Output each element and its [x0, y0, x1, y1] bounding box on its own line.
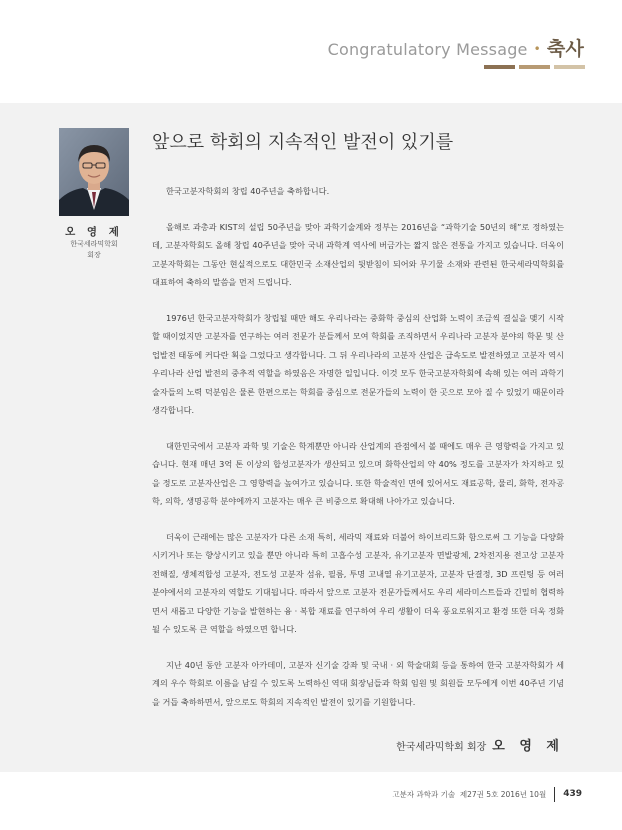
article-title: 앞으로 학회의 지속적인 발전이 있기를 [152, 132, 454, 153]
header-bar [484, 65, 515, 69]
article-paragraph: 대한민국에서 고분자 과학 및 기술은 학계뿐만 아니라 산업계의 관점에서 볼 때에도 매우 큰 영향력을 가지고 있습니다. 현재 매년 3억 톤 이상의 합성고분자가 생산되고 있으며 화학산업의 약 40% 정도를 고분자가 차지하고 있을 정도로 고분자산업은 그 영향력을 높여가고 있습니다. 또한 학술적인 면에 있어서도 재료공학, 물리, 화학, 전자공학, 의학, 생명공학 분야에까지 고분자는 매우 큰 비중으로 확대해 나아가고 있습니다. [152, 440, 564, 506]
signature-org-title: 한국세라믹학회 회장 [396, 742, 487, 753]
signature-name: 오 영 제 [492, 739, 564, 754]
article-paragraph: 더욱이 근래에는 많은 고분자가 다른 소재 특히, 세라믹 재료와 더불어 하이브리드화 함으로써 그 기능을 다양화 시키거나 또는 향상시키고 있을 뿐만 아니라 특히 고흡수성 고분자, 유기고분자 면발광체, 2차전지용 전고상 고분자 전해질, 생체적합성 고분자, 전도성 고분자 섬유, 필름, 투명 고내열 유기고분자, 고분자 단결정, 3D 프린팅 등 여러 분야에서의 고분자의 역할도 기대됩니다. 따라서 앞으로 고분자 전문가들께서도 우리 세라미스트들과 긴밀히 협력하면서 새롭고 다양한 기능을 발현하는 융 · 복합 재료를 연구하여 우리 생활이 더욱 풍요로워지고 환경 또한 더욱 정화 될 수 있도록 큰 역할을 하였으면 합니다. [152, 531, 564, 634]
article-body [152, 182, 564, 728]
header-decoration-bars [484, 65, 585, 69]
header-bar [554, 65, 585, 69]
author-affiliation [52, 239, 136, 261]
author-photo [59, 128, 129, 216]
footer-journal: 고분자 과학과 기술 [392, 789, 456, 799]
article-paragraph: 1976년 한국고분자학회가 창립될 때만 해도 우리나라는 중화학 중심의 산업화 노력이 조금씩 결실을 맺기 시작할 때이었지만 고분자를 연구하는 여러 전문가 분들께서 모여 학회를 조직하면서 우리나라 고분자 분야의 학문 및 산업발전 태동에 커다란 획을 그었다고 생각합니다. 그 뒤 우리나라의 고분자 산업은 급속도로 발전하였고 고분자 역시 우리나라 산업 발전의 중추적 역할을 하였음은 자명한 일입니다. 이것 모두 한국고분자학회에 속해 있는 여러 과학기술자들의 노력 덕분임은 물론 한편으로는 학회를 중심으로 전문가들의 노력이 한 곳으로 모아 질 수 있었기 때문이라 생각합니다. [152, 312, 564, 415]
author-name: 오 영 제 [65, 226, 123, 238]
header-title [328, 34, 584, 61]
author-position: 회장 [87, 251, 101, 259]
header-title-ko: 축사 [546, 38, 584, 60]
article-paragraph: 한국고분자학회의 창립 40주년을 축하합니다. [166, 186, 330, 196]
article-paragraph: 올해로 과총과 KIST의 설립 50주년을 맞아 과학기술계와 정부는 2016년을 “과학기술 50년의 해”로 정하였는데, 고분자학회도 올해 창립 40주년을 맞아 국내 과학계 역사에 버금가는 짧지 않은 전통을 가지고 있습니다. 더욱이 고분자학회는 그동안 현실적으로도 대한민국 소재산업의 뒷받침이 되어와 무기물 소재와 관련된 한국세라믹학회를 대표하여 축하의 말씀을 먼저 드립니다. [152, 221, 564, 287]
article-paragraph: 지난 40년 동안 고분자 아카데미, 고분자 신기술 강좌 및 국내 · 외 학술대회 등을 통하여 한국 고분자학회가 세계의 우수 학회로 이름을 남길 수 있도록 노력하신 역대 회장님들과 학회 임원 및 회원들 모두에게 이번 40주년 기념을 거듭 축하하면서, 앞으로도 학회의 지속적인 발전이 있기를 기원합니다. [152, 659, 564, 707]
header-bullet: • [533, 42, 541, 56]
author-portrait-image [59, 128, 129, 216]
header-title-en: Congratulatory Message [327, 40, 528, 59]
signature [396, 735, 564, 754]
footer-divider [554, 787, 555, 802]
footer-issue: 제27권 5호 2016년 10월 [459, 789, 547, 799]
page-number: 439 [563, 789, 582, 799]
author-org: 한국세라믹학회 [70, 240, 118, 248]
page-footer [392, 786, 582, 802]
header-bar [519, 65, 550, 69]
